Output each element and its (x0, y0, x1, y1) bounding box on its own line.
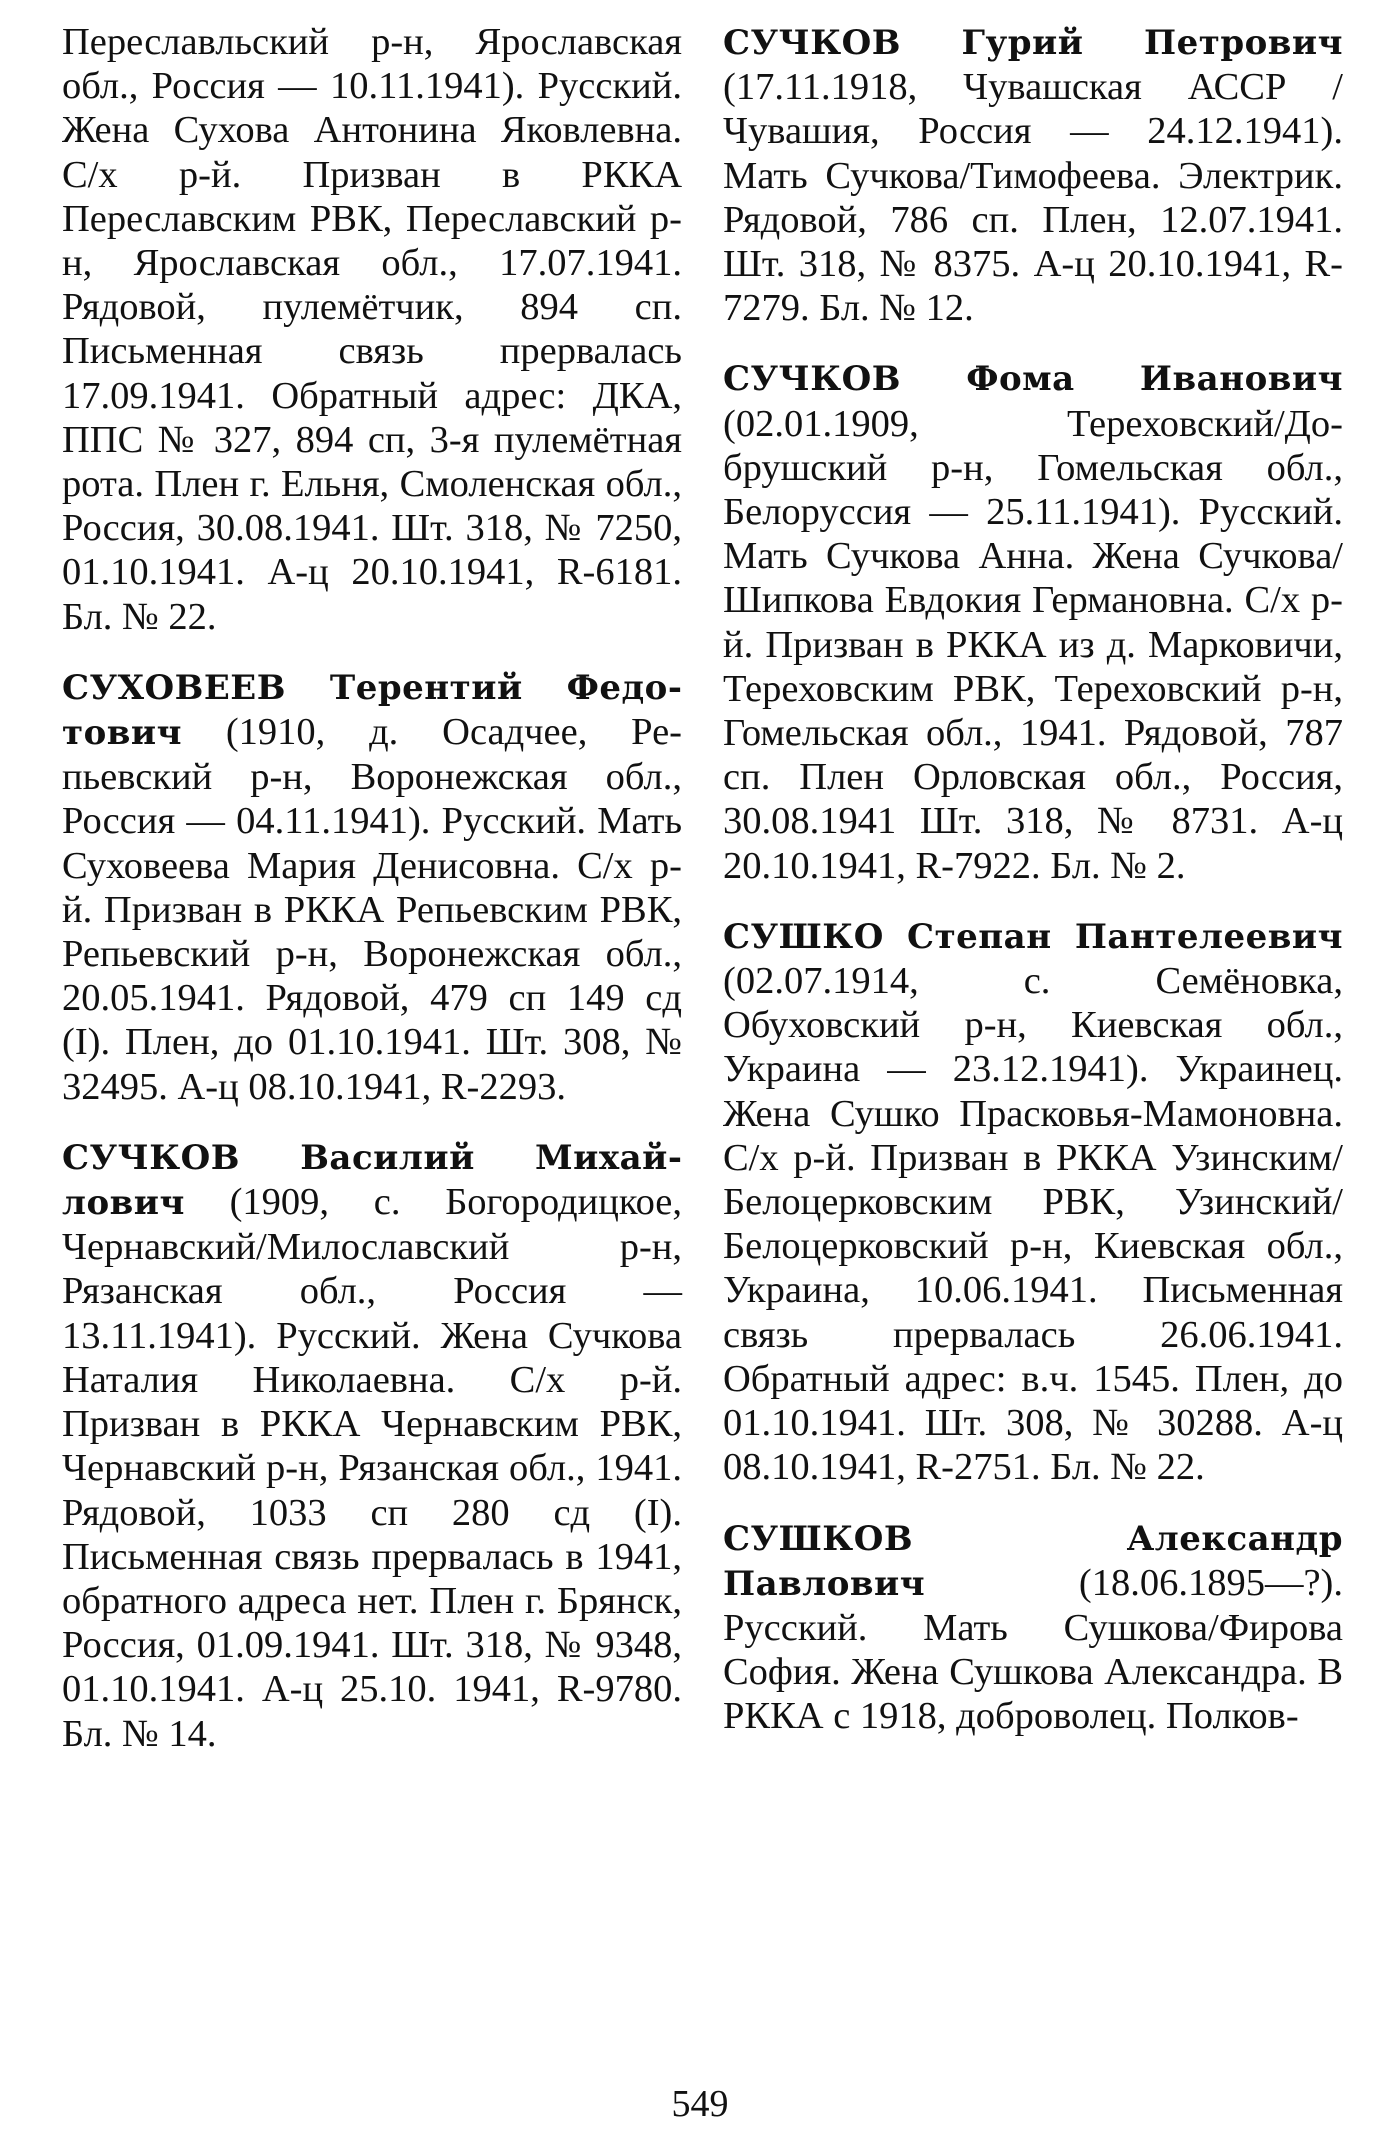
entry-text: (02.07.1914, с. Семёновка, Обуховский р-н, Киевская обл., Украина — 23.12.1941). Украинец. Жена Сушко Прасковья-Мамоновна. С/х р-й. Призван в РККА Узинским/Белоцерковским РВК, Узинский/Белоцерковский р-н, Киевская обл., Украина, 10.06.1941. Письменная связь прервалась 26.06.1941. Обратный адрес: в.ч. 1545. Плен, до 01.10.1941. Шт. 308, № 30288. А-ц 08.10.1941, R-2751. Бл. № 22. (723, 960, 1343, 1489)
entry-name: СУЧКОВ Фома Иванович (723, 359, 1343, 400)
entry-text: (02.01.1909, Тереховский/Добрушский р-н, Гомельская обл., Белоруссия — 25.11.1941). Русский. Мать Сучкова Анна. Жена Сучкова/Шипкова Евдокия Германовна. С/х р-й. Призван в РККА из д. Марковичи, Тереховским РВК, Тереховский р-н, Гомельская обл., 1941. Рядовой, 787 сп. Плен Орловская обл., Россия, 30.08.1941 Шт. 318, № 8731. А-ц 20.10.1941, R-7922. Бл. № 2. (723, 402, 1343, 887)
entry-paragraph (723, 20, 1343, 330)
entry-paragraph (723, 356, 1343, 887)
entry-suchkov-guriy (723, 20, 1343, 330)
entry-text: (18.06.1895—?). Русский. Мать Сушкова/Фирова София. Жена Сушкова Александра. В РККА с 1918, доброволец. Полков- (723, 1561, 1343, 1738)
right-column (723, 20, 1343, 1765)
entry-suchkov-vasiliy (62, 1135, 682, 1756)
entry-sushkov-aleksandr (723, 1516, 1343, 1739)
entry-text: Переславльский р-н, Ярославская обл., Россия — 10.11.1941). Русский. Жена Сухова Антонина Яковлевна. С/х р-й. Призван в РККА Переславским РВК, Переславский р-н, Ярославская обл., 17.07.1941. Рядовой, пулемётчик, 894 сп. Письменная связь прервалась 17.09.1941. Обратный адрес: ДКА, ППС № 327, 894 сп, 3-я пулемётная рота. Плен г. Ельня, Смоленская обл., Россия, 30.08.1941. Шт. 318, № 7250, 01.10.1941. А-ц 20.10.1941, R-6181. Бл. № 22. (62, 21, 682, 638)
entry-name: СУХОВЕЕВ Терентий Федотович (62, 667, 682, 754)
entry-name: СУШКО Степан Пантелеевич (723, 916, 1343, 957)
entry-paragraph (62, 20, 682, 639)
entry-paragraph (723, 914, 1343, 1490)
entry-name: СУШКОВ Александр Павлович (723, 1518, 1343, 1604)
entry-continued (62, 20, 682, 639)
entry-name: СУЧКОВ Гурий Петрович (723, 23, 1343, 63)
entry-paragraph (62, 1135, 682, 1756)
page-number: 549 (671, 2083, 729, 2125)
entry-sukhoveev-terentiy (62, 665, 682, 1109)
entry-text: (1909, с. Богородицкое, Чернавский/Милославский р-н, Рязанская обл., Россия — 13.11.1941). Русский. Жена Сучкова Наталия Николаевна. С/х р-й. Призван в РККА Чернавским РВК, Чернавский р-н, Рязанская обл., 1941. Рядовой, 1033 сп 280 сд (I). Письменная связь прервалась в 1941, обратного адреса нет. Плен г. Брянск, Россия, 01.09.1941. Шт. 318, № 9348, 01.10.1941. А-ц 25.10. 1941, R-9780. Бл. № 14. (62, 1181, 682, 1755)
entry-paragraph (723, 1516, 1343, 1739)
entry-text: (1910, д. Осадчее, Репьевский р-н, Воронежская обл., Россия — 04.11.1941). Русский. Мать Суховеева Мария Денисовна. С/х р-й. Призван в РККА Репьевским РВК, Репьевский р-н, Воронежская обл., 20.05.1941. Рядовой, 479 сп 149 сд (I). Плен, до 01.10.1941. Шт. 308, № 32495. А-ц 08.10.1941, R-2293. (62, 711, 682, 1108)
left-column (62, 20, 682, 1782)
entry-name: СУЧКОВ Василий Михайлович (62, 1137, 682, 1224)
entry-paragraph (62, 665, 682, 1109)
entry-text: (17.11.1918, Чувашская АССР / Чувашия, Россия — 24.12.1941). Мать Сучкова/Тимофеева. Электрик. Рядовой, 786 сп. Плен, 12.07.1941. Шт. 318, № 8375. А-ц 20.10.1941, R-7279. Бл. № 12. (723, 66, 1343, 330)
entry-sushko-stepan (723, 914, 1343, 1490)
entry-suchkov-foma (723, 356, 1343, 887)
